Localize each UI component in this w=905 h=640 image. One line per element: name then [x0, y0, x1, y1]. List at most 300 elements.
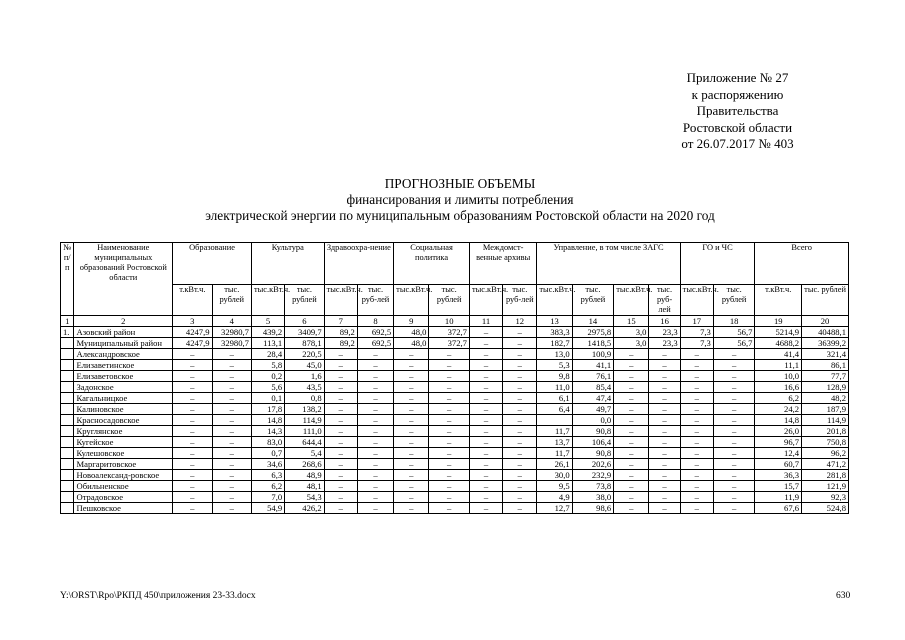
value-cell: 0,2	[251, 371, 284, 382]
subheader-cell: тыс. рублей	[802, 285, 849, 316]
value-cell: –	[173, 393, 212, 404]
value-cell: 383,3	[537, 327, 572, 338]
value-cell: 426,2	[285, 503, 324, 514]
table-row	[61, 393, 849, 404]
value-cell: 23,3	[649, 338, 680, 349]
value-cell: 750,8	[802, 437, 849, 448]
value-cell: –	[429, 492, 469, 503]
value-cell: –	[503, 448, 537, 459]
value-cell: –	[680, 492, 713, 503]
value-cell: 128,9	[802, 382, 849, 393]
value-cell: –	[357, 448, 393, 459]
value-cell: –	[324, 382, 357, 393]
column-number-cell: 12	[503, 316, 537, 327]
value-cell: 524,8	[802, 503, 849, 514]
table-header	[61, 243, 849, 316]
header-management: Управление, в том числе ЗАГС	[537, 243, 680, 285]
column-number-cell: 19	[755, 316, 802, 327]
value-cell: –	[357, 470, 393, 481]
annex-header	[650, 70, 825, 153]
value-cell: –	[649, 415, 680, 426]
value-cell: –	[503, 382, 537, 393]
value-cell: 1,6	[285, 371, 324, 382]
value-cell: –	[429, 448, 469, 459]
municipality-name-cell: Кулешовское	[74, 448, 173, 459]
header-social: Социальная политика	[394, 243, 470, 285]
value-cell: 268,6	[285, 459, 324, 470]
value-cell: –	[394, 404, 429, 415]
value-cell: –	[394, 437, 429, 448]
value-cell: 439,2	[251, 327, 284, 338]
annex-line-4: Ростовской области	[682, 119, 793, 135]
value-cell: –	[503, 437, 537, 448]
value-cell: –	[324, 349, 357, 360]
value-cell: –	[614, 448, 649, 459]
value-cell: –	[649, 382, 680, 393]
row-number-cell	[61, 470, 74, 481]
column-number-cell: 7	[324, 316, 357, 327]
value-cell: 6,1	[537, 393, 572, 404]
municipality-name-cell: Александровское	[74, 349, 173, 360]
value-cell: –	[212, 503, 251, 514]
value-cell: 60,7	[755, 459, 802, 470]
value-cell: –	[173, 426, 212, 437]
value-cell: –	[429, 393, 469, 404]
table-row	[61, 360, 849, 371]
municipality-name-cell: Кагальницкое	[74, 393, 173, 404]
value-cell: –	[173, 448, 212, 459]
value-cell: –	[649, 371, 680, 382]
value-cell: –	[680, 481, 713, 492]
column-number-cell: 8	[357, 316, 393, 327]
value-cell: –	[212, 426, 251, 437]
value-cell: 85,4	[572, 382, 614, 393]
value-cell: 48,0	[394, 338, 429, 349]
value-cell: –	[469, 349, 502, 360]
value-cell: –	[324, 393, 357, 404]
municipality-name-cell: Кугейское	[74, 437, 173, 448]
value-cell: 86,1	[802, 360, 849, 371]
value-cell: 6,2	[251, 481, 284, 492]
value-cell: 5,8	[251, 360, 284, 371]
value-cell: 11,1	[755, 360, 802, 371]
row-number-cell	[61, 448, 74, 459]
value-cell: 187,9	[802, 404, 849, 415]
value-cell: –	[324, 492, 357, 503]
value-cell: –	[614, 360, 649, 371]
municipality-name-cell: Задонское	[74, 382, 173, 393]
value-cell: 111,0	[285, 426, 324, 437]
column-number-cell: 4	[212, 316, 251, 327]
value-cell: 201,8	[802, 426, 849, 437]
value-cell: 4,9	[537, 492, 572, 503]
value-cell: –	[469, 437, 502, 448]
value-cell: –	[614, 481, 649, 492]
subheader-cell: тыс. рублей	[212, 285, 251, 316]
value-cell	[537, 415, 572, 426]
value-cell: –	[469, 382, 502, 393]
value-cell: –	[469, 338, 502, 349]
value-cell: –	[357, 503, 393, 514]
municipality-name-cell: Муниципальный район	[74, 338, 173, 349]
value-cell: 48,0	[394, 327, 429, 338]
value-cell: 67,6	[755, 503, 802, 514]
column-number-cell: 10	[429, 316, 469, 327]
value-cell: 6,4	[537, 404, 572, 415]
value-cell: –	[680, 503, 713, 514]
title-line-2: финансирования и лимиты потребления	[346, 192, 574, 207]
value-cell: –	[357, 404, 393, 415]
value-cell: –	[614, 371, 649, 382]
value-cell: 15,7	[755, 481, 802, 492]
value-cell: –	[503, 503, 537, 514]
value-cell: 89,2	[324, 327, 357, 338]
value-cell: –	[503, 426, 537, 437]
column-number-cell: 6	[285, 316, 324, 327]
value-cell: –	[503, 415, 537, 426]
value-cell: –	[357, 360, 393, 371]
value-cell: –	[649, 349, 680, 360]
value-cell: 1418,5	[572, 338, 614, 349]
value-cell: –	[212, 448, 251, 459]
table-row	[61, 448, 849, 459]
column-number-cell: 18	[713, 316, 755, 327]
value-cell: –	[680, 360, 713, 371]
value-cell: –	[394, 470, 429, 481]
subheader-cell: тыс.кВт.ч.	[469, 285, 502, 316]
value-cell: –	[212, 437, 251, 448]
value-cell: –	[173, 492, 212, 503]
subheader-cell: тыс. рублей	[285, 285, 324, 316]
header-name: Наименование муниципальных образований Ростовской области	[74, 243, 173, 316]
subheader-cell: тыс.кВт.ч.	[324, 285, 357, 316]
value-cell: 321,4	[802, 349, 849, 360]
value-cell: –	[680, 404, 713, 415]
row-number-cell	[61, 481, 74, 492]
value-cell: –	[680, 437, 713, 448]
value-cell: –	[324, 503, 357, 514]
value-cell: 43,5	[285, 382, 324, 393]
value-cell: –	[394, 349, 429, 360]
value-cell: –	[212, 415, 251, 426]
table-row	[61, 371, 849, 382]
value-cell: –	[357, 393, 393, 404]
table-row	[61, 426, 849, 437]
value-cell: –	[503, 470, 537, 481]
value-cell: 2975,8	[572, 327, 614, 338]
value-cell: –	[212, 393, 251, 404]
value-cell: 0,1	[251, 393, 284, 404]
value-cell: –	[429, 371, 469, 382]
value-cell: –	[212, 349, 251, 360]
value-cell: 114,9	[285, 415, 324, 426]
value-cell: 17,8	[251, 404, 284, 415]
column-number-cell: 2	[74, 316, 173, 327]
value-cell: –	[429, 481, 469, 492]
value-cell: 4247,9	[173, 327, 212, 338]
value-cell: 372,7	[429, 338, 469, 349]
subheader-cell: тыс. руб-лей	[357, 285, 393, 316]
row-number-cell	[61, 404, 74, 415]
value-cell: 692,5	[357, 327, 393, 338]
value-cell: 49,7	[572, 404, 614, 415]
value-cell: –	[614, 349, 649, 360]
value-cell: –	[503, 338, 537, 349]
value-cell: 3409,7	[285, 327, 324, 338]
value-cell: 11,0	[537, 382, 572, 393]
value-cell: –	[713, 349, 755, 360]
value-cell: 11,7	[537, 448, 572, 459]
value-cell: –	[614, 459, 649, 470]
row-number-cell	[61, 371, 74, 382]
value-cell: –	[713, 404, 755, 415]
value-cell: –	[713, 503, 755, 514]
municipality-name-cell: Отрадовское	[74, 492, 173, 503]
row-number-cell: 1.	[61, 327, 74, 338]
value-cell: 47,4	[572, 393, 614, 404]
subheader-cell: тыс. рублей	[429, 285, 469, 316]
value-cell: –	[649, 470, 680, 481]
value-cell: –	[394, 382, 429, 393]
value-cell: –	[212, 492, 251, 503]
column-number-cell: 11	[469, 316, 502, 327]
value-cell: –	[680, 382, 713, 393]
value-cell: 41,4	[755, 349, 802, 360]
value-cell: –	[324, 415, 357, 426]
value-cell: 644,4	[285, 437, 324, 448]
title-line-3: электрической энергии по муниципальным образованиям Ростовской области на 2020 год	[205, 208, 715, 223]
value-cell: 23,3	[649, 327, 680, 338]
value-cell: –	[324, 459, 357, 470]
value-cell: –	[357, 492, 393, 503]
value-cell: 89,2	[324, 338, 357, 349]
row-number-cell	[61, 415, 74, 426]
value-cell: –	[394, 371, 429, 382]
municipality-name-cell: Калиновское	[74, 404, 173, 415]
value-cell: –	[394, 393, 429, 404]
value-cell: –	[173, 404, 212, 415]
value-cell: –	[503, 371, 537, 382]
value-cell: –	[324, 371, 357, 382]
header-num: № п/п	[61, 243, 74, 316]
table-row	[61, 327, 849, 338]
column-number-cell: 15	[614, 316, 649, 327]
value-cell: –	[713, 448, 755, 459]
value-cell: –	[713, 459, 755, 470]
column-number-row	[61, 316, 849, 327]
value-cell: –	[469, 492, 502, 503]
value-cell: –	[649, 492, 680, 503]
value-cell: 48,2	[802, 393, 849, 404]
value-cell: 40488,1	[802, 327, 849, 338]
value-cell: –	[429, 349, 469, 360]
table-row	[61, 349, 849, 360]
value-cell: –	[469, 327, 502, 338]
subheader-row	[61, 285, 849, 316]
value-cell: 41,1	[572, 360, 614, 371]
value-cell: 372,7	[429, 327, 469, 338]
value-cell: –	[713, 470, 755, 481]
value-cell: 5,6	[251, 382, 284, 393]
column-number-cell: 5	[251, 316, 284, 327]
value-cell: –	[503, 492, 537, 503]
value-cell: –	[212, 481, 251, 492]
value-cell: –	[713, 415, 755, 426]
value-cell: –	[649, 481, 680, 492]
header-health: Здравоохра-нение	[324, 243, 394, 285]
value-cell: –	[614, 503, 649, 514]
value-cell: –	[357, 437, 393, 448]
value-cell: –	[469, 503, 502, 514]
value-cell: –	[503, 360, 537, 371]
value-cell: –	[357, 382, 393, 393]
value-cell: –	[614, 426, 649, 437]
column-number-cell: 3	[173, 316, 212, 327]
column-number-cell: 1	[61, 316, 74, 327]
value-cell: 878,1	[285, 338, 324, 349]
subheader-cell: тыс. руб-лей	[503, 285, 537, 316]
value-cell: –	[649, 360, 680, 371]
value-cell: 0,0	[572, 415, 614, 426]
row-number-cell	[61, 426, 74, 437]
municipality-name-cell: Обильненское	[74, 481, 173, 492]
value-cell: –	[429, 470, 469, 481]
value-cell: 96,7	[755, 437, 802, 448]
row-number-cell	[61, 492, 74, 503]
row-number-cell	[61, 503, 74, 514]
value-cell: –	[429, 404, 469, 415]
table-row	[61, 415, 849, 426]
row-number-cell	[61, 349, 74, 360]
value-cell: 106,4	[572, 437, 614, 448]
value-cell: 3,0	[614, 338, 649, 349]
header-education: Образование	[173, 243, 252, 285]
value-cell: –	[173, 459, 212, 470]
value-cell: –	[212, 360, 251, 371]
value-cell: 281,8	[802, 470, 849, 481]
value-cell: –	[394, 503, 429, 514]
value-cell: 232,9	[572, 470, 614, 481]
column-numbers	[61, 316, 849, 327]
value-cell: 36399,2	[802, 338, 849, 349]
value-cell: 121,9	[802, 481, 849, 492]
value-cell: 114,9	[802, 415, 849, 426]
value-cell: –	[357, 371, 393, 382]
value-cell: –	[614, 393, 649, 404]
annex-line-1: Приложение № 27	[686, 70, 789, 85]
row-number-cell	[61, 459, 74, 470]
value-cell: –	[212, 459, 251, 470]
annex-line-3: Правительства	[696, 103, 779, 118]
value-cell: –	[649, 393, 680, 404]
table-row	[61, 459, 849, 470]
footer-page-number: 630	[836, 591, 851, 601]
subheader-cell: т.кВт.ч.	[755, 285, 802, 316]
value-cell: –	[614, 470, 649, 481]
subheader-cell: тыс.кВт.ч.	[537, 285, 572, 316]
value-cell: –	[173, 437, 212, 448]
value-cell: –	[469, 470, 502, 481]
value-cell: –	[469, 415, 502, 426]
column-number-cell: 9	[394, 316, 429, 327]
value-cell: –	[680, 459, 713, 470]
value-cell: –	[173, 415, 212, 426]
value-cell: –	[394, 481, 429, 492]
value-cell: 26,0	[755, 426, 802, 437]
value-cell: –	[469, 393, 502, 404]
municipality-name-cell: Красносадовское	[74, 415, 173, 426]
value-cell: 6,3	[251, 470, 284, 481]
value-cell: –	[173, 382, 212, 393]
table-body	[61, 327, 849, 514]
row-number-cell	[61, 437, 74, 448]
value-cell: –	[429, 503, 469, 514]
value-cell: 138,2	[285, 404, 324, 415]
value-cell: 0,8	[285, 393, 324, 404]
value-cell: 83,0	[251, 437, 284, 448]
value-cell: 100,9	[572, 349, 614, 360]
table-row	[61, 503, 849, 514]
value-cell: –	[713, 437, 755, 448]
value-cell: 76,1	[572, 371, 614, 382]
municipality-name-cell: Азовский район	[74, 327, 173, 338]
value-cell: 28,4	[251, 349, 284, 360]
value-cell: 90,8	[572, 448, 614, 459]
header-total: Всего	[755, 243, 849, 285]
value-cell: 16,6	[755, 382, 802, 393]
value-cell: –	[394, 415, 429, 426]
value-cell: 0,7	[251, 448, 284, 459]
subheader-cell: тыс. рублей	[713, 285, 755, 316]
value-cell: 98,6	[572, 503, 614, 514]
value-cell: 14,8	[251, 415, 284, 426]
value-cell: 45,0	[285, 360, 324, 371]
value-cell: –	[680, 415, 713, 426]
value-cell: –	[357, 426, 393, 437]
subheader-cell: тыс.кВт.ч.	[614, 285, 649, 316]
table-row	[61, 338, 849, 349]
value-cell: –	[503, 327, 537, 338]
column-number-cell: 17	[680, 316, 713, 327]
value-cell: –	[212, 404, 251, 415]
municipality-name-cell: Новоалександ-ровское	[74, 470, 173, 481]
value-cell: –	[429, 415, 469, 426]
value-cell: –	[614, 492, 649, 503]
value-cell: –	[614, 382, 649, 393]
value-cell: –	[357, 349, 393, 360]
value-cell: –	[324, 426, 357, 437]
value-cell: 471,2	[802, 459, 849, 470]
value-cell: 56,7	[713, 338, 755, 349]
municipality-name-cell: Елизаветовское	[74, 371, 173, 382]
value-cell: 77,7	[802, 371, 849, 382]
header-go-chs: ГО и ЧС	[680, 243, 755, 285]
table-row	[61, 492, 849, 503]
value-cell: –	[469, 448, 502, 459]
municipality-name-cell: Маргаритовское	[74, 459, 173, 470]
value-cell: –	[680, 393, 713, 404]
value-cell: –	[469, 360, 502, 371]
value-cell: –	[173, 481, 212, 492]
column-number-cell: 20	[802, 316, 849, 327]
value-cell: –	[429, 459, 469, 470]
value-cell: –	[357, 481, 393, 492]
value-cell: –	[713, 393, 755, 404]
header-archives: Междомст-венные архивы	[469, 243, 536, 285]
subheader-cell: тыс.кВт.ч.	[251, 285, 284, 316]
row-number-cell	[61, 360, 74, 371]
value-cell: 26,1	[537, 459, 572, 470]
